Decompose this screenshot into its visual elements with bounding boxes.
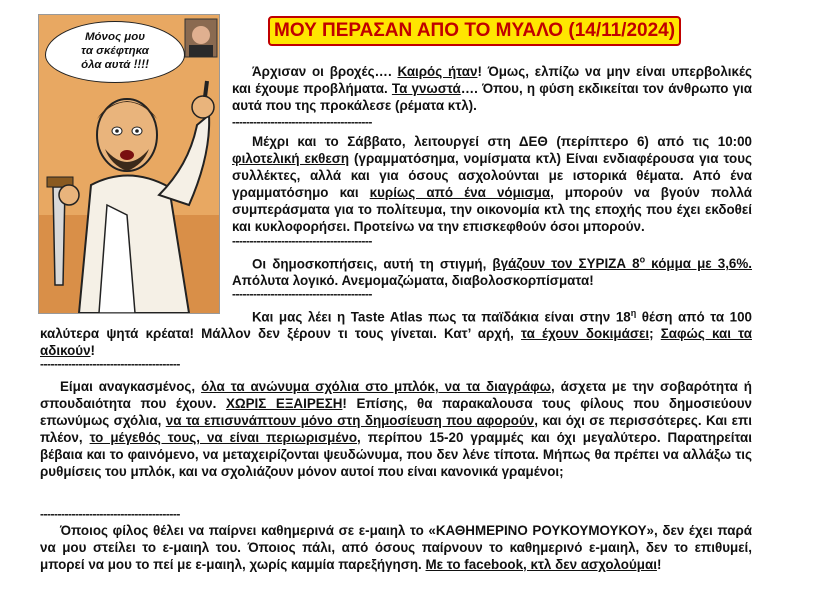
p1-text-d: Τα γνωστά — [391, 81, 461, 96]
p5-text-a: Είμαι αναγκασμένος, — [60, 379, 202, 394]
p2-text-a: Μέχρι και το Σάββατο, λειτουργεί στη ΔΕΘ (περίπτερο 6) από τις 10:00 — [252, 134, 752, 149]
paragraph-comments — [40, 378, 752, 480]
bubble-line-2: τα σκέφτηκα — [81, 45, 149, 57]
p1-text-c: ! Όμως, ελπίζω να μην είναι υπερβολικές και έχουμε προβλήματα. — [232, 64, 752, 96]
bubble-line-3: όλα αυτά !!!! — [81, 59, 149, 71]
p3-text-c: κόμμα με 3,6%. — [645, 256, 753, 272]
page-title: ΜΟΥ ΠΕΡΑΣΑΝ ΑΠΟ ΤΟ ΜΥΑΛΟ (14/11/2024) — [268, 16, 681, 46]
p5-text-h: το μέγεθός τους, να είναι περιωρισμένο — [89, 430, 358, 445]
speech-bubble — [45, 21, 185, 83]
p4-text-c: τα έχουν δοκιμάσει — [521, 326, 650, 342]
p4-text-f: ! — [90, 343, 95, 359]
p3-text-a: Οι δημοσκοπήσεις, αυτή τη στιγμή, — [252, 256, 493, 272]
bubble-line-1: Μόνος μου — [84, 31, 146, 43]
paragraph-taste-atlas — [40, 305, 752, 359]
p5-text-i: , περίπου 15-20 γραμμές και όχι μεγαλύτερο. Παρατηρείται βέβαια και το φαινόμενο, να μεταχειρίζονται ψευδώνυμα, που δεν λένε τίποτα. Μήπως θα πρέπει να αλλάξω τις ρυθμίσεις του μπλόκ, και να σχολιάζουν μόνον αυτοί που είναι κανονικά γραμένοι; — [40, 430, 753, 479]
p3-text-d: Απόλυτα λογικό. Ανεμομαζώματα, διαβολοσκορπίσματα! — [232, 273, 594, 289]
paragraph-exhibition — [232, 133, 752, 235]
separator-1: ---------------------------------------- — [232, 115, 372, 129]
p2-text-c: (γραμματόσημα, νομίσματα κτλ) Είναι ενδιαφέρουσα για τους συλλέκτες, αλλά και για όσους ασχολούνται με ιστορικά θέματα. Από ένα γραμματόσημο και — [232, 151, 752, 200]
p5-text-d: ΧΩΡΙΣ ΕΞΑΙΡΕΣΗ — [225, 396, 343, 411]
p4-text-a: Και μας λέει η Taste Atlas πως τα παϊδάκια είναι στην 18 — [252, 309, 631, 325]
p5-text-g: , και όχι σε περισσότερες. Και επι πλέον, — [40, 413, 752, 445]
p4-text-b: θέση από τα 100 καλύτερα ψητά κρέατα! Μάλλον δεν ξέρουν τι τους γίνεται. Κατ’ αρχή, — [40, 309, 752, 342]
p1-text-e: …. Όπου, η φύση εκδικείται τον άνθρωπο για αυτά που της προκάλεσε (ρέματα κτλ). — [232, 81, 753, 113]
separator-3: ---------------------------------------- — [232, 287, 372, 301]
p1-text-a: Άρχισαν οι βροχές…. — [252, 64, 398, 79]
p4-text-e: Σαφώς και τα αδικούν — [40, 326, 752, 359]
p5-text-e: ! Επίσης, θα παρακαλουσα τους φίλους που δημοσιεύουν επωνύμως σχόλια, — [40, 396, 752, 428]
separator-2: ---------------------------------------- — [232, 234, 372, 248]
paragraph-rains — [232, 63, 752, 114]
p3-underlined — [492, 256, 752, 271]
p1-text-b: Καιρός ήταν — [397, 64, 478, 79]
p2-text-e: , μπορούν να βγούν πολλά συμπεράσματα για το πολίτευμα, την οικονομία κτλ της εποχής που έχει εκδοθεί και κυκλοφορήσει. Προτείνω να την επισκεφθούν όσοι μπορούν. — [232, 185, 752, 234]
cartoon-illustration — [38, 14, 220, 314]
p2-text-b: φιλοτελική εκθεση — [232, 151, 350, 166]
p3-sup: ο — [639, 255, 646, 265]
p4-sup: η — [630, 308, 637, 318]
p6-text-a: Όποιος φίλος θέλει να παίρνει καθημερινά σε ε-μαιηλ το «ΚΑΘΗΜΕΡΙΝΟ ΡΟΥΚΟΥΜΟΥΚΟΥ», δεν έχει παρά να μου στείλει το ε-μαιηλ του. Όποιος πάλι, από όσους παίρνουν το καθημερινό ε-μαιηλ, δεν το επιθυμεί, μπορεί να μου το πεί με ε-μαιηλ, χωρίς καμμία παρεξήγηση. — [40, 523, 752, 572]
p2-text-d: κυρίως από ένα νόμισμα — [369, 185, 551, 200]
paragraph-polls — [232, 252, 752, 289]
p4-text-d: ; — [649, 326, 661, 342]
separator-4: ---------------------------------------- — [40, 357, 180, 371]
p3-text-b: βγάζουν τον ΣΥΡΙΖΑ 8 — [492, 256, 640, 272]
p6-text-b: Με το facebook, κτλ δεν ασχολούμαι — [425, 557, 657, 572]
p5-text-b: όλα τα ανώνυμα σχόλια στο μπλόκ, να τα διαγράφω — [201, 379, 551, 394]
paragraph-email — [40, 522, 752, 573]
p5-text-c: , άσχετα με την σοβαρότητα ή σπουδαιότητα που έχουν. — [40, 379, 752, 411]
p6-text-c: ! — [656, 557, 662, 572]
p5-text-f: να τα επισυνάπτουν μόνο στη δημοσίευση που αφορούν — [165, 413, 535, 428]
separator-5: ---------------------------------------- — [40, 507, 180, 521]
